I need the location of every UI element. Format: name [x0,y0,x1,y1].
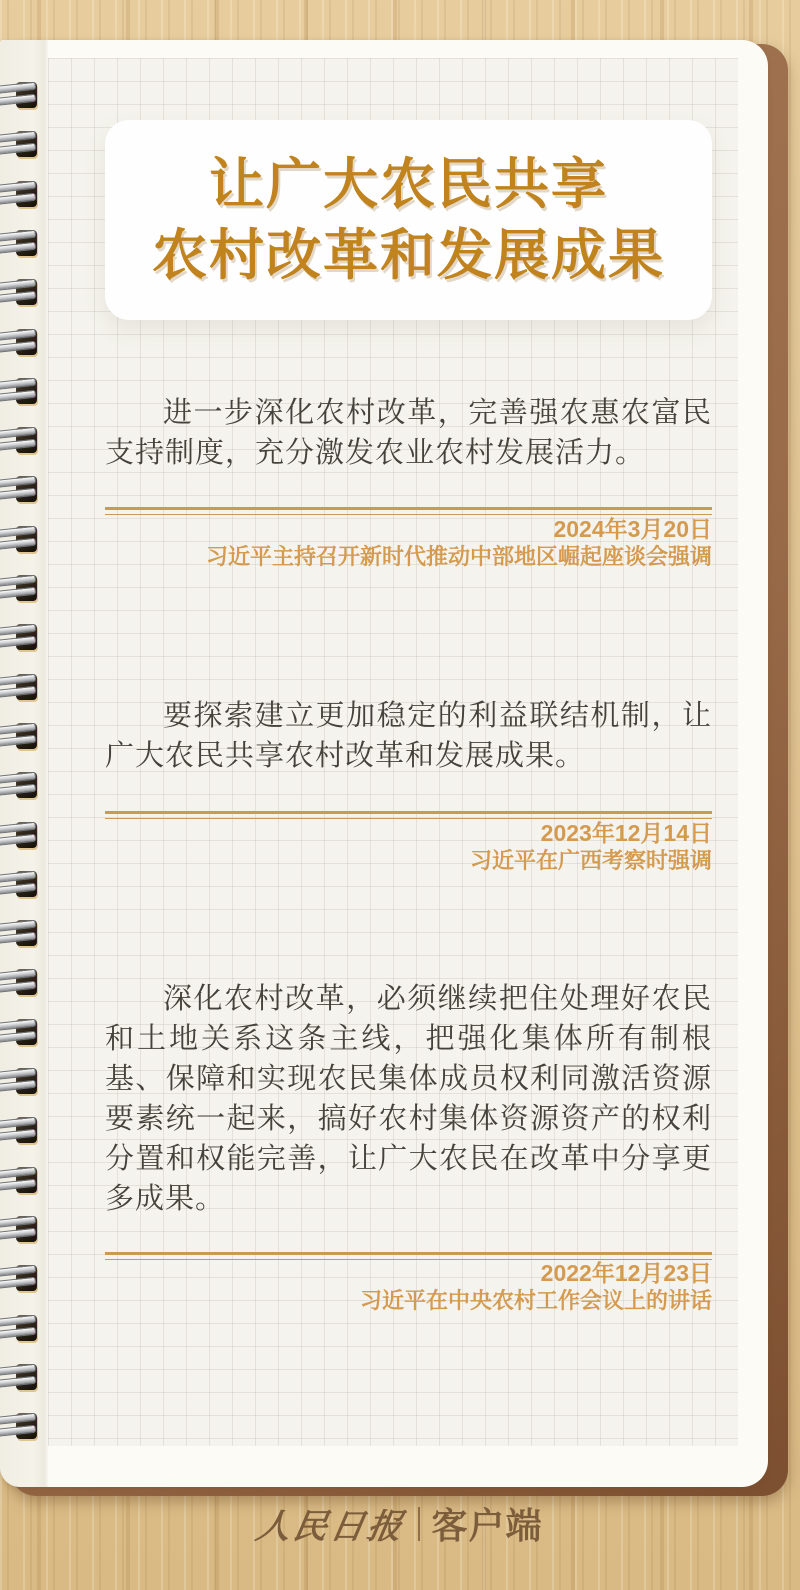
quote-paragraph-1: 进一步深化农村改革，完善强农惠农富民支持制度，充分激发农业农村发展活力。 [105,395,712,469]
title-card [105,120,712,320]
spiral-ring [0,1216,40,1243]
notebook-page [0,40,768,1487]
spiral-ring [0,1068,40,1095]
peoples-daily-logo: 人民日报 [253,1507,409,1547]
separator-line-2 [105,811,712,819]
attribution-block-2 [105,820,712,874]
spiral-ring [0,526,40,553]
spiral-ring [0,1019,40,1046]
spiral-ring [0,427,40,454]
spiral-ring [0,329,40,356]
spiral-ring [0,920,40,947]
brand-divider [418,1507,420,1541]
spiral-ring [0,624,40,651]
separator-line-3 [105,1252,712,1260]
quote-source-1: 习近平主持召开新时代推动中部地区崛起座谈会强调 [205,544,712,569]
quote-paragraph-3: 深化农村改革，必须继续把住处理好农民和土地关系这条主线，把强化集体所有制根基、保障和实现农民集体成员权利同激活资源要素统一起来，搞好农村集体资源资产的权利分置和权能完善，让广大农民在改革中分享更多成果。 [105,981,712,1215]
page-title-line-1: 让广大农民共享 [208,153,608,215]
separator-line-1 [105,507,712,515]
spiral-ring [0,82,40,109]
spiral-ring [0,1265,40,1292]
spiral-ring [0,575,40,602]
spiral-ring [0,1167,40,1194]
spiral-ring [0,871,40,898]
attribution-block-1 [105,516,712,570]
quote-date-3: 2022年12月23日 [540,1260,712,1286]
footer-brand [0,1498,800,1549]
spiral-ring [0,279,40,306]
attribution-block-3 [105,1260,712,1314]
client-app-label: 客户端 [431,1505,543,1546]
quote-date-2: 2023年12月14日 [540,820,712,846]
spiral-ring [0,772,40,799]
spiral-ring [0,230,40,257]
spiral-ring [0,131,40,158]
spiral-ring [0,969,40,996]
spiral-ring [0,1364,40,1391]
spiral-ring [0,1315,40,1342]
quote-paragraph-2: 要探索建立更加稳定的利益联结机制，让广大农民共享农村改革和发展成果。 [105,698,712,772]
quote-source-3: 习近平在中央农村工作会议上的讲话 [359,1288,712,1313]
spiral-ring [0,1117,40,1144]
quote-source-2: 习近平在广西考察时强调 [469,848,712,873]
spiral-ring [0,181,40,208]
page-title-line-2: 农村改革和发展成果 [151,224,665,286]
spiral-ring [0,822,40,849]
spiral-ring [0,378,40,405]
spiral-ring [0,723,40,750]
quote-date-1: 2024年3月20日 [553,516,712,542]
spiral-ring [0,476,40,503]
spiral-ring [0,674,40,701]
spiral-ring [0,1413,40,1440]
